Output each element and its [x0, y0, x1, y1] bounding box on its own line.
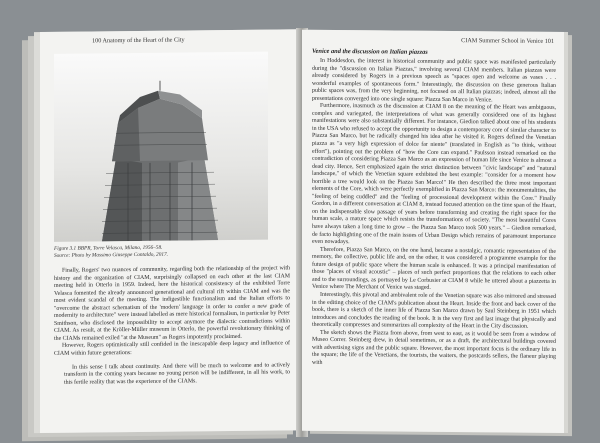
right-paragraph: Interestingly, this pivotal and ambivalent role of the Venetian square was also mirrored and stressed in the editing choice of the CIAM's publication about the Heart. Inside the front and back cover of the book, there is a sketch of the inner life of Piazza San Marco drawn by Saul Steinberg in 1951 which introduces and concludes the reading of the book. It is the very first and last image that physically and theoretically compresses and summarizes all complexity of the Heart in the City discussion. — [312, 291, 556, 330]
left-running-header: 100 Anatomy of the Heart of the City — [92, 36, 185, 45]
figure-caption — [54, 244, 274, 261]
caption-title: Figure 3.1 BBPR, Torre Velasca, Milano, 1956–58. — [54, 244, 163, 252]
left-page — [40, 29, 305, 433]
right-page — [302, 30, 564, 433]
right-body-text — [312, 58, 556, 370]
torre-velasca-photo — [54, 52, 268, 242]
section-heading: Venice and the discussion on Italian piazzas — [312, 47, 428, 56]
caption-credit: Source: Photo by Massimo Giuseppe Contaldo, 2017. — [54, 251, 168, 259]
left-paragraph: Finally, Rogers' two nuances of community, regarding both the relationship of the project with history and the organization of CIAM, surprisingly collapsed on each other at the last CIAM meeting held in Otterlo in 1959. Indeed, here the historical consistency of the exhibited Torre Velasca fomented the already announced generational and cultural rift within CIAM and was the most evident scandal of the meeting. The indigestible functionalism and the Italian efforts to "overcome the abstract schematism of the 'modern' language in order to confer a new grade of modernity to architecture" were instead labelled as mere historical formalism, in particular by Peter Smithson, who disclosed the impossibility to accept anymore the dialectic contradictions within CIAM. As result, at the Kröller-Müller museum in Otterlo, the powerful revolutionary thinking of the CIAMs remained exiled "at the Museum" as Rogers impotently proclaimed. — [54, 265, 290, 342]
tower-illustration — [54, 52, 268, 242]
right-paragraph: The sketch shows the Piazza from above, from west to east, as it would be seen from a window of Museo Correr. Steinberg drew, in detail sometimes, or as a draft, the architectural buildings covered with advertising signs and the public square. However, the most important focus is the ordinary life in the square; the life of the Venetians, the tourists, the waiters, the postcards sellers, the flaneur playing with — [312, 329, 556, 366]
block-quote: In this sense I talk about continuity. And there will be much to welcome and to actively transform in the coming years because no young person will be indifferent, in all his work, to this fertile reality that was the experience of the CIAMs. — [64, 361, 290, 386]
right-paragraph: Therefore, Piazza San Marco, on the one hand, became a nostalgic, romantic representation of the memory, the collective, public life and, on the other, it was considered a programme example for the future design of public space where the human scale is enhanced. It was a principal manifestation of those "places of visual acoustic" – places of such perfect proportions that the relations to each other and to the surroundings, as portrayed by Le Corbusier at CIAM 8 while he uttered about a piazzetta in Venice where The Merchant of Venice was staged. — [312, 246, 556, 292]
right-paragraph: In Hoddesdon, the interest in historical community and public space was manifested particularly during the "discussion on Italian Piazzas," involving several CIAM members. Italian piazzas were already considered by Rogers in a previous speech as "spaces open and welcome as vases . . . wonderful examples of spontaneous form." Interestingly, the discussion on these generous Italian public spaces was, from the very beginning, not focused on all Italian piazzas; indeed, almost all the presentations converged into one single square: Piazza San Marco in Venice. — [312, 57, 556, 104]
right-paragraph: Furthermore, inasmuch as the discussion at CIAM 8 on the meaning of the Heart was ambiguous, complex and variegated, the interpretations of what was generally considered one of its highest manifestations were also substantially different. For instance, Giedion talked about one of his students in the USA who refused to accept the opportunity to design a contemporary core of similar character to Piazza San Marco, but he radically changed his idea after he visited it. Rogers defined the Venetian piazza as "a very high expression of dolce far niente" (translated in English as "to think, without effort"), pointing out the problem of "how the Core can expand." Paulsson instead remarked on the contradiction of considering Piazza San Marco as an expression of human life since Venice is almost a dead city. Hence, Sert emphasized again the strict distinction between "civic landscape" and "natural landscape," of which the Venetian square exhibited the best example: "consider for a moment how horrible a tree would look on the Piazza San Marco!" He then described the three most important elements of the Core, which were perfectly exemplified in Piazza San Marco: the monumentalities, the "feeling of being cuddled" and the "feeling of processional development within the Core." Finally Gordon, in a different conversation at CIAM 8, instead focused attention on the time span of the Heart, on the indispensable slow passage of years before transforming and creating the right space for the human scale, a mature space which resists the transformations of society. "The most beautiful Cores have always taken a long time to grow – the Piazza San Marco took 500 years." – Giedion remarked, de facto highlighting one of the main issues of Urban Design which remains of paramount importance even nowadays. — [312, 103, 556, 246]
left-body-text — [54, 265, 290, 387]
left-paragraph: However, Rogers optimistically still confided in the inescapable deep legacy and influence of CIAM within future generations: — [54, 340, 290, 357]
right-running-header: CIAM Summer School in Venice 101 — [461, 37, 554, 45]
